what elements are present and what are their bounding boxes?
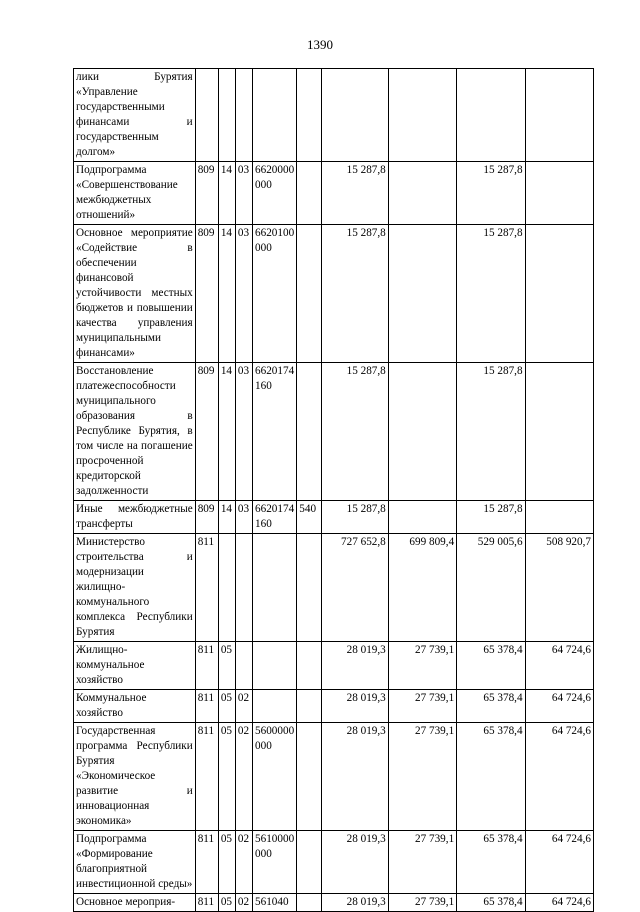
row-amount-1: 28 019,3 [322, 723, 388, 831]
row-expense-type [297, 162, 322, 225]
table-row [74, 501, 594, 534]
row-subsection: 03 [235, 501, 252, 534]
row-target-article: 561040 [253, 894, 297, 912]
row-amount-1: 28 019,3 [322, 831, 388, 894]
row-expense-type [297, 642, 322, 690]
page-number: 1390 [307, 37, 333, 52]
row-subsection: 03 [235, 162, 252, 225]
row-amount-2 [388, 69, 456, 162]
row-amount-4: 508 920,7 [525, 534, 593, 642]
row-amount-2: 27 739,1 [388, 642, 456, 690]
row-expense-type [297, 723, 322, 831]
table-row [74, 831, 594, 894]
row-amount-4: 64 724,6 [525, 831, 593, 894]
row-section [218, 534, 235, 642]
row-amount-1 [322, 69, 388, 162]
row-amount-2: 699 809,4 [388, 534, 456, 642]
row-grbs: 809 [195, 501, 218, 534]
row-amount-2: 27 739,1 [388, 831, 456, 894]
row-name: Иные межбюджетные трансферты [74, 501, 196, 534]
row-target-article: 6620100000 [253, 225, 297, 363]
row-amount-4: 64 724,6 [525, 642, 593, 690]
row-grbs: 811 [195, 831, 218, 894]
row-amount-3: 65 378,4 [457, 831, 525, 894]
row-amount-1: 15 287,8 [322, 162, 388, 225]
row-section: 05 [218, 642, 235, 690]
row-name: Основное мероприя- [74, 894, 196, 912]
row-name: Министерство строительства и модернизации жилищно-коммунального комплекса Республики Бурятия [74, 534, 196, 642]
row-name: Восстановление платежеспособности муниципального образования в Республике Бурятия, в том числе на погашение просроченной кредиторской задолженности [74, 363, 196, 501]
row-amount-4 [525, 363, 593, 501]
row-grbs: 811 [195, 534, 218, 642]
row-target-article: 6620000000 [253, 162, 297, 225]
row-grbs [195, 69, 218, 162]
row-expense-type [297, 690, 322, 723]
row-amount-2 [388, 363, 456, 501]
row-amount-4: 64 724,6 [525, 690, 593, 723]
row-section: 14 [218, 501, 235, 534]
table-row [74, 690, 594, 723]
row-amount-4 [525, 225, 593, 363]
row-amount-2: 27 739,1 [388, 723, 456, 831]
row-expense-type [297, 69, 322, 162]
row-grbs: 811 [195, 723, 218, 831]
row-amount-3: 15 287,8 [457, 363, 525, 501]
table-row [74, 534, 594, 642]
table-row [74, 723, 594, 831]
row-amount-3: 15 287,8 [457, 162, 525, 225]
row-name: Основное мероприятие «Содействие в обеспечении финансовой устойчивости местных бюджетов и повышении качества управления муниципальными финансами» [74, 225, 196, 363]
row-amount-2 [388, 162, 456, 225]
row-target-article: 6620174160 [253, 501, 297, 534]
row-grbs: 809 [195, 363, 218, 501]
row-name: Жилищно-коммунальное хозяйство [74, 642, 196, 690]
row-subsection: 02 [235, 831, 252, 894]
row-target-article: 5600000000 [253, 723, 297, 831]
row-section: 05 [218, 894, 235, 912]
row-expense-type [297, 831, 322, 894]
row-name: Коммунальное хозяйство [74, 690, 196, 723]
row-subsection [235, 534, 252, 642]
row-target-article: 5610000000 [253, 831, 297, 894]
row-amount-3: 529 005,6 [457, 534, 525, 642]
row-grbs: 811 [195, 690, 218, 723]
row-amount-1: 15 287,8 [322, 501, 388, 534]
row-amount-2: 27 739,1 [388, 690, 456, 723]
row-amount-2 [388, 501, 456, 534]
row-amount-3: 15 287,8 [457, 501, 525, 534]
row-section: 05 [218, 831, 235, 894]
row-amount-3: 65 378,4 [457, 894, 525, 912]
row-amount-3: 15 287,8 [457, 225, 525, 363]
row-name: лики Бурятия «Управление государственными финансами и государственным долгом» [74, 69, 196, 162]
row-amount-4 [525, 501, 593, 534]
row-section: 05 [218, 690, 235, 723]
row-grbs: 809 [195, 225, 218, 363]
row-expense-type [297, 363, 322, 501]
row-amount-4 [525, 69, 593, 162]
row-amount-1: 15 287,8 [322, 363, 388, 501]
row-amount-3: 65 378,4 [457, 642, 525, 690]
table-row [74, 225, 594, 363]
row-section: 14 [218, 363, 235, 501]
row-subsection [235, 69, 252, 162]
row-grbs: 809 [195, 162, 218, 225]
row-expense-type: 540 [297, 501, 322, 534]
row-subsection: 02 [235, 723, 252, 831]
row-target-article [253, 69, 297, 162]
table-row [74, 69, 594, 162]
row-amount-3: 65 378,4 [457, 690, 525, 723]
row-subsection: 03 [235, 225, 252, 363]
row-section: 14 [218, 225, 235, 363]
row-amount-1: 28 019,3 [322, 894, 388, 912]
row-amount-1: 28 019,3 [322, 642, 388, 690]
row-amount-4 [525, 162, 593, 225]
table-row [74, 894, 594, 912]
row-amount-4: 64 724,6 [525, 894, 593, 912]
row-name: Государственная программа Республики Бурятия «Экономическое развитие и инновационная экономика» [74, 723, 196, 831]
row-subsection: 02 [235, 894, 252, 912]
row-amount-3 [457, 69, 525, 162]
row-amount-4: 64 724,6 [525, 723, 593, 831]
row-amount-2: 27 739,1 [388, 894, 456, 912]
row-name: Подпрограмма «Совершенствование межбюджетных отношений» [74, 162, 196, 225]
row-expense-type [297, 894, 322, 912]
row-section: 05 [218, 723, 235, 831]
row-amount-1: 727 652,8 [322, 534, 388, 642]
row-section: 14 [218, 162, 235, 225]
row-amount-1: 28 019,3 [322, 690, 388, 723]
table-row [74, 162, 594, 225]
row-grbs: 811 [195, 642, 218, 690]
row-amount-1: 15 287,8 [322, 225, 388, 363]
row-target-article [253, 690, 297, 723]
row-amount-3: 65 378,4 [457, 723, 525, 831]
row-section [218, 69, 235, 162]
table-row [74, 363, 594, 501]
budget-table [73, 68, 594, 912]
row-subsection: 02 [235, 690, 252, 723]
row-target-article [253, 642, 297, 690]
row-name: Подпрограмма «Формирование благоприятной инвестиционной среды» [74, 831, 196, 894]
row-expense-type [297, 534, 322, 642]
row-grbs: 811 [195, 894, 218, 912]
row-target-article: 6620174160 [253, 363, 297, 501]
row-target-article [253, 534, 297, 642]
row-subsection: 03 [235, 363, 252, 501]
row-amount-2 [388, 225, 456, 363]
table-row [74, 642, 594, 690]
row-subsection [235, 642, 252, 690]
row-expense-type [297, 225, 322, 363]
